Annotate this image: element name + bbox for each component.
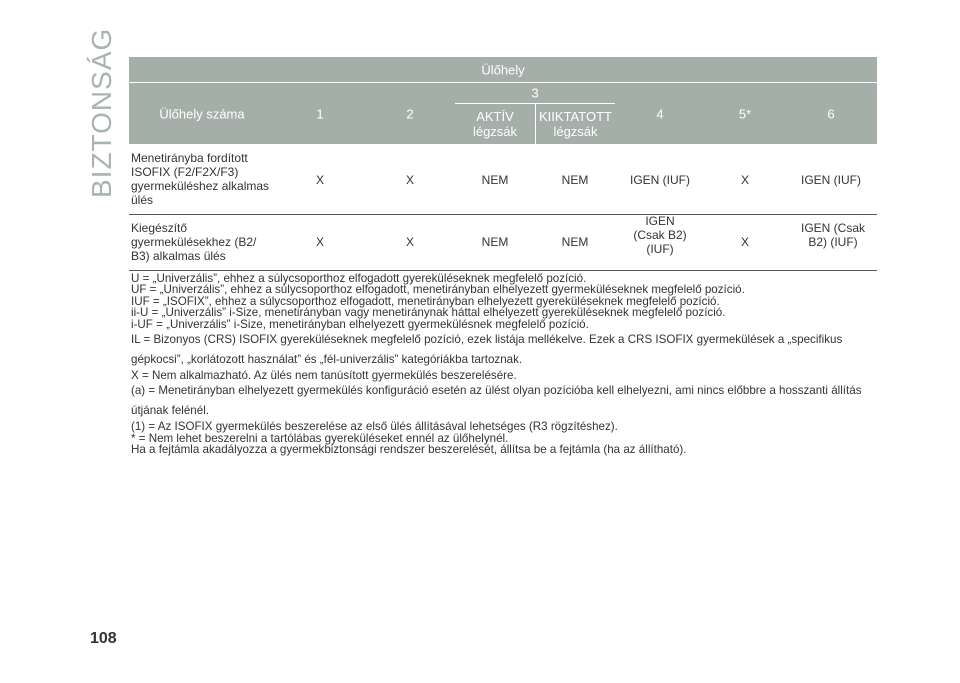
section-title [84, 27, 124, 198]
table-cell: IGEN (IUF) [801, 173, 861, 187]
page-number: 108 [90, 630, 117, 647]
table-cell: NEM [561, 173, 589, 187]
col-2-header: 2 [365, 83, 455, 144]
table-cell: IGEN (Csak B2) (IUF) [633, 214, 687, 256]
table-row [129, 151, 877, 209]
note: U = „Univerzális”, ehhez a súlycsoporthoz elfogadott gyereküléseknek megfelelő pozíció. [131, 272, 587, 285]
table-cell: IGEN (IUF) [630, 173, 690, 187]
col-4-header: 4 [615, 83, 705, 144]
col-3a-header: AKTÍV légzsák [455, 104, 535, 144]
section-title-text: BIZTONSÁG [86, 27, 117, 198]
col-3-header: 3 [455, 83, 615, 103]
table-cell: X [315, 235, 324, 249]
note: UF = „Univerzális”, ehhez a súlycsoporthoz elfogadott, menetirányban elhelyezett gyermeküléseknek megfelelő pozíció. [131, 283, 745, 297]
note: IL = Bizonyos (CRS) ISOFIX gyereküléseknek megfelelő pozíció, ezek listája mellékelve. Ezek a CRS ISOFIX gyermekülések a „specifikus gépkocsi”, „korlátozott használat” és „fél-univerzális” kategóriákba tartoznak. [131, 333, 843, 367]
col-1-header: 1 [275, 83, 365, 144]
table-cell: NEM [561, 235, 589, 249]
col-5-header: 5* [705, 83, 785, 144]
row-divider [129, 270, 877, 271]
row-divider [129, 214, 877, 215]
table-cell: X [315, 173, 324, 187]
note: * = Nem lehet beszerelni a tartólábas gyereküléseket ennél az ülőhelynél. [131, 431, 509, 445]
table-cell: X [405, 235, 414, 249]
table-cell: IGEN (Csak B2) (IUF) [801, 221, 866, 249]
table-cell: X [405, 173, 414, 187]
note: i-UF = „Univerzális” i-Size, menetirányban elhelyezett gyermekülésnek megfelelő pozíció. [131, 317, 589, 331]
note: IUF = „ISOFIX”, ehhez a súlycsoporthoz elfogadott, menetirányban elhelyezett gyereküléseknek megfelelő pozíció. [131, 294, 720, 308]
row-label: Menetirányba fordított ISOFIX (F2/F2X/F3) gyermeküléshez alkalmas ülés [131, 151, 270, 207]
note: (a) = Menetirányban elhelyezett gyermekülés konfiguráció esetén az ülést olyan pozícióba kell elhelyezni, ami nincs előbbre a hosszanti állítás útjának felénél. [131, 384, 862, 418]
table-cell: X [740, 235, 749, 249]
note: X = Nem alkalmazható. Az ülés nem tanúsított gyermekülés beszerelésére. [131, 369, 517, 383]
group-header: Ülőhely [129, 57, 877, 82]
table-cell: X [740, 173, 749, 187]
table-row [129, 214, 877, 267]
table-cell: NEM [481, 235, 509, 249]
row-label: Kiegészítő gyermekülésekhez (B2/ B3) alkalmas ülés [131, 221, 257, 263]
seat-number-header: Ülőhely száma [129, 83, 275, 144]
col-6-header: 6 [785, 83, 877, 144]
note: Ha a fejtámla akadályozza a gyermekbiztonsági rendszer beszerelését, állítsa be a fejtámla (ha az állítható). [131, 443, 687, 457]
table-notes [131, 273, 876, 456]
table-cell: NEM [481, 173, 509, 187]
note: (1) = Az ISOFIX gyermekülés beszerelése az első ülés állításával lehetséges (R3 rögzítéshez). [131, 420, 618, 434]
note: ii-U = „Univerzális” i-Size, menetirányban vagy menetiránynak háttal elhelyezett gyereküléseknek megfelelő pozíció. [131, 306, 726, 320]
col-3b-header: KIIKTATOTT légzsák [536, 104, 615, 144]
